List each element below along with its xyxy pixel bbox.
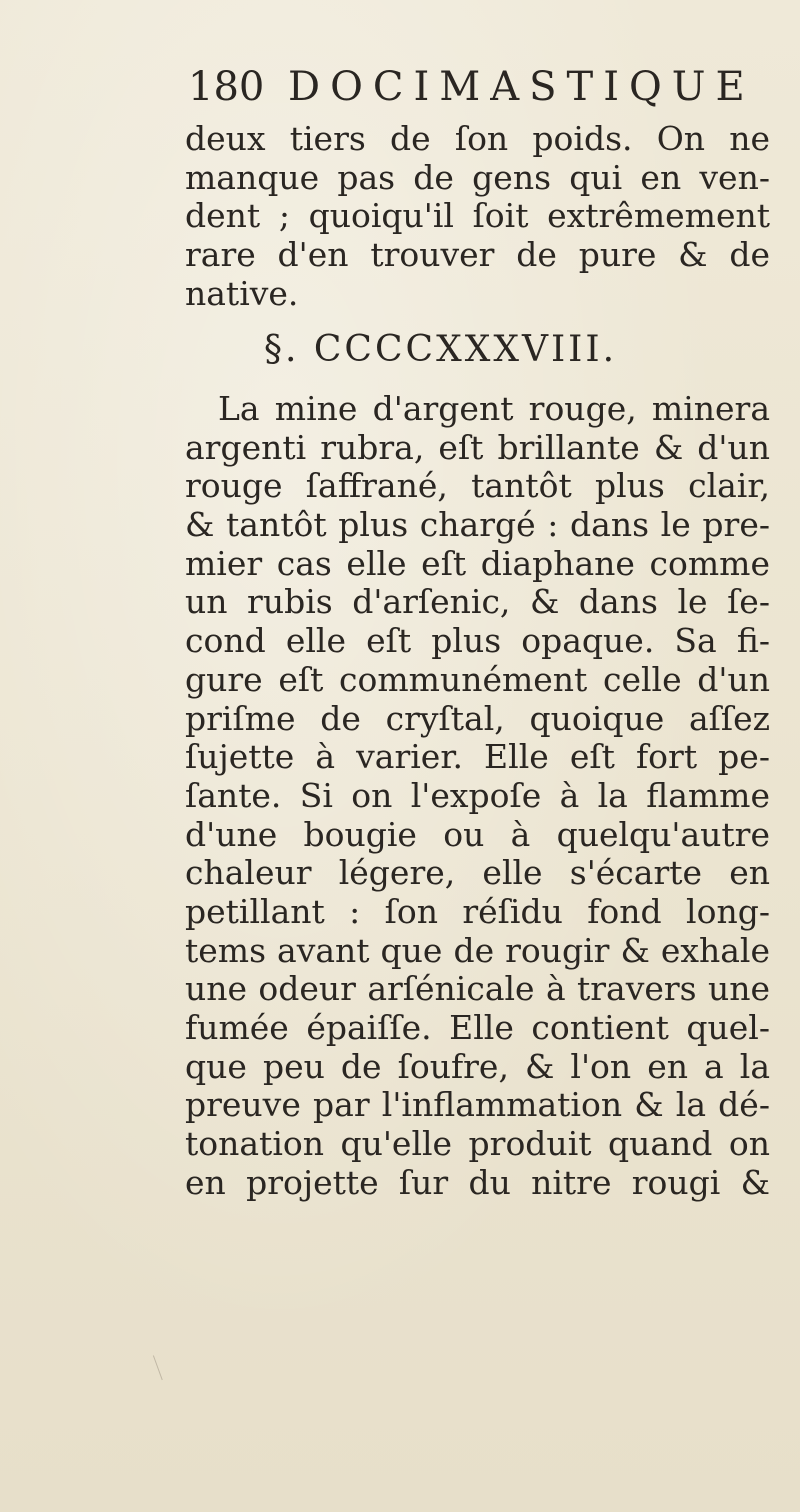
text-line: La mine d'argent rouge, minera — [218, 389, 770, 428]
text-line: deux tiers de ſon poids. On ne — [185, 119, 770, 158]
text-line: cond elle eſt plus opaque. Sa fi- — [185, 621, 770, 661]
text-line: ſujette à varier. Elle eſt fort pe- — [185, 737, 770, 777]
text-line: mier cas elle eſt diaphane comme — [185, 543, 770, 583]
text-line: tonation qu'elle produit quand on — [185, 1124, 770, 1164]
text-line: petillant : ſon réſidu fond long- — [185, 891, 770, 931]
text-line: dent ; quoiqu'il ſoit extrêmement — [185, 196, 770, 236]
text-line: chaleur légere, elle s'écarte en — [185, 853, 770, 893]
top-paragraph — [185, 120, 770, 313]
text-line: rouge ſaffrané, tantôt plus clair, — [185, 466, 770, 506]
text-line: fumée épaiſſe. Elle contient quel- — [185, 1008, 770, 1047]
text-line: priſme de cryſtal, quoique aſſez — [185, 698, 770, 738]
text-line: native. — [185, 273, 299, 313]
margin-pencil-mark — [153, 1352, 172, 1380]
main-paragraph — [185, 390, 770, 1202]
text-line: d'une bougie ou à quelqu'autre — [185, 814, 770, 854]
text-line: tems avant que de rougir & exhale — [185, 930, 770, 970]
text-line: en projette ſur du nitre rougi & — [185, 1162, 770, 1202]
page-header — [188, 62, 768, 112]
page-number: 180 — [188, 64, 265, 110]
text-line: ſante. Si on l'expoſe à la flamme — [185, 775, 770, 815]
text-line: que peu de ſoufre, & l'on en a la — [185, 1046, 770, 1086]
text-line: & tantôt plus chargé : dans le pre- — [185, 505, 770, 545]
text-line: gure eſt communément celle d'un — [185, 659, 770, 699]
text-line: preuve par l'inflammation & la dé- — [185, 1085, 770, 1125]
text-line: une odeur arſénicale à travers une — [185, 969, 770, 1009]
text-line: manque pas de gens qui en ven- — [185, 157, 770, 197]
text-line: un rubis d'arſenic, & dans le ſe- — [185, 582, 770, 622]
text-line: rare d'en trouver de pure & de — [185, 235, 770, 275]
section-heading: §. CCCCXXXVIII. — [264, 329, 618, 370]
text-line: argenti rubra, eſt brillante & d'un — [185, 427, 770, 467]
running-head: DOCIMASTIQUE — [288, 64, 755, 110]
